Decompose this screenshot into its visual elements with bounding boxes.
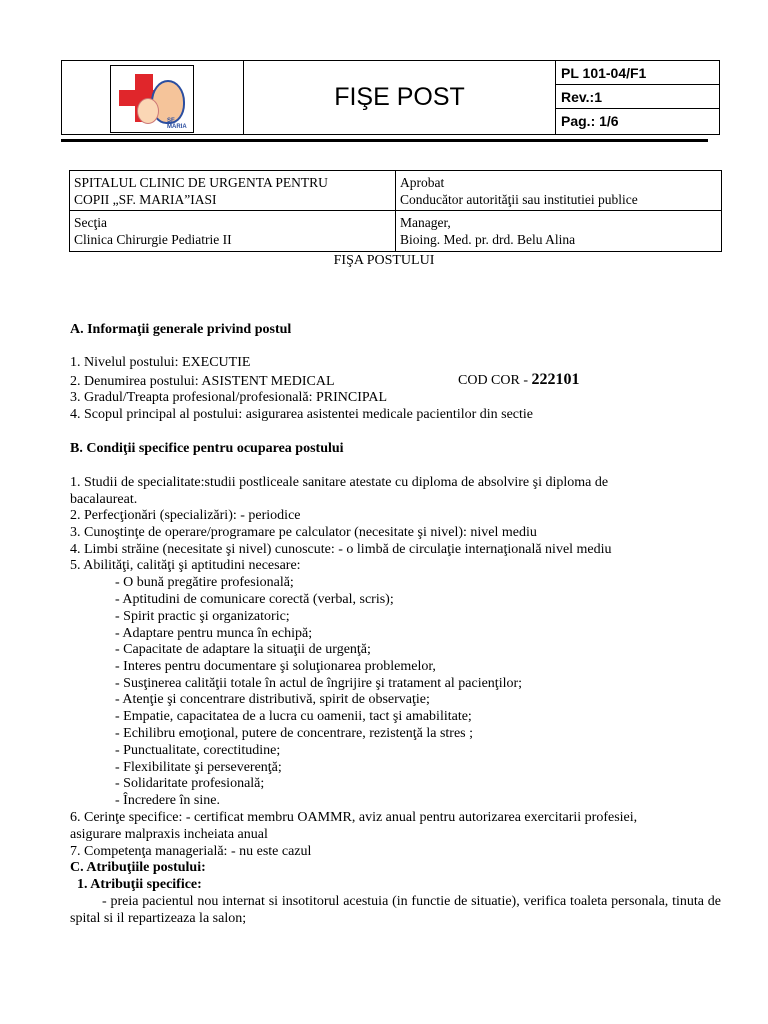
section-b-item: 3. Cunoştinţe de operare/programare pe calculator (necesitate şi nivel): nivel mediu bbox=[70, 525, 537, 540]
logo-text: SF. MARIA bbox=[167, 118, 187, 130]
header-title: FIŞE POST bbox=[244, 61, 556, 134]
hospital-name-cell bbox=[70, 171, 396, 211]
ability-item: - Adaptare pentru munca în echipă; bbox=[115, 626, 313, 641]
section-c-heading: C. Atribuţiile postului: bbox=[70, 860, 206, 875]
section-b-item: 1. Studii de specialitate:studii postliceale sanitare atestate cu diploma de absolvire şi diploma de bbox=[70, 475, 609, 490]
child-figure-icon bbox=[137, 98, 159, 124]
document-header bbox=[61, 60, 720, 135]
section-b-item: bacalaureat. bbox=[70, 492, 138, 507]
approval-label: Aprobat bbox=[400, 175, 445, 190]
hospital-logo bbox=[110, 65, 194, 133]
section-b-item: asigurare malpraxis incheiata anual bbox=[70, 827, 268, 842]
ability-item: - Spirit practic şi organizatoric; bbox=[115, 609, 290, 624]
section-label: Secţia bbox=[74, 215, 107, 230]
document-title: FIŞA POSTULUI bbox=[333, 253, 435, 268]
hospital-name-line: COPII „SF. MARIA”IASI bbox=[74, 192, 217, 207]
approval-authority: Conducător autorităţii sau institutiei publice bbox=[400, 192, 638, 207]
logo-cell bbox=[62, 61, 244, 134]
ability-item: - Atenţie şi concentrare distributivă, spirit de observaţie; bbox=[115, 692, 430, 707]
ability-item: - Flexibilitate şi perseverenţă; bbox=[115, 760, 282, 775]
ability-item: - Încredere în sine. bbox=[115, 793, 220, 808]
manager-cell bbox=[396, 211, 721, 251]
section-c-paragraph: - preia pacientul nou internat si insotitorul acestuia (in functie de situatie), verifica toaleta personala, tinuta de spital si il repartizeaza la salon; bbox=[70, 894, 721, 926]
section-a-item: 3. Gradul/Treapta profesional/profesională: PRINCIPAL bbox=[70, 390, 388, 405]
cod-cor-value: 222101 bbox=[531, 371, 580, 388]
cod-cor-label: COD COR - bbox=[458, 373, 532, 388]
section-a-item: 2. Denumirea postului: ASISTENT MEDICAL bbox=[70, 374, 335, 389]
section-a-heading: A. Informaţii generale privind postul bbox=[70, 322, 292, 337]
hospital-name-line: SPITALUL CLINIC DE URGENTA PENTRU bbox=[74, 175, 328, 190]
manager-name: Bioing. Med. pr. drd. Belu Alina bbox=[400, 232, 576, 247]
ability-item: - Susţinerea calităţii totale în actul de îngrijire şi tratament al pacienţilor; bbox=[115, 676, 523, 691]
page-number: Pag.: 1/6 bbox=[561, 113, 619, 129]
ability-item: - Empatie, capacitatea de a lucra cu oamenii, tact şi amabilitate; bbox=[115, 709, 472, 724]
section-a-item: 4. Scopul principal al postului: asigurarea asistentei medicale pacientilor din sectie bbox=[70, 407, 534, 422]
ability-item: - Solidaritate profesională; bbox=[115, 776, 265, 791]
section-b-item: 4. Limbi străine (necesitate şi nivel) cunoscute: - o limbă de circulaţie internaţională nivel mediu bbox=[70, 542, 612, 557]
ability-item: - Punctualitate, corectitudine; bbox=[115, 743, 281, 758]
document-code: PL 101-04/F1 bbox=[556, 61, 719, 85]
header-meta bbox=[556, 61, 719, 134]
ability-item: - Echilibru emoţional, putere de concentrare, rezistenţă la stres ; bbox=[115, 726, 474, 741]
section-b-item: 2. Perfecţionări (specializări): - periodice bbox=[70, 508, 301, 523]
manager-label: Manager, bbox=[400, 215, 451, 230]
ability-item: - Capacitate de adaptare la situaţii de urgenţă; bbox=[115, 642, 371, 657]
approval-cell bbox=[396, 171, 721, 211]
ability-item: - Aptitudini de comunicare corectă (verbal, scris); bbox=[115, 592, 394, 607]
header-divider bbox=[61, 139, 708, 142]
ability-item: - Interes pentru documentare şi soluţionarea problemelor, bbox=[115, 659, 436, 674]
section-name: Clinica Chirurgie Pediatrie II bbox=[74, 232, 232, 247]
cod-cor bbox=[458, 371, 580, 389]
section-c-subheading: 1. Atribuţii specifice: bbox=[77, 877, 202, 892]
section-a-item: 1. Nivelul postului: EXECUTIE bbox=[70, 355, 251, 370]
ability-item: - O bună pregătire profesională; bbox=[115, 575, 294, 590]
section-b-heading: B. Condiţii specifice pentru ocuparea postului bbox=[70, 441, 344, 456]
revision: Rev.:1 bbox=[556, 85, 719, 109]
institution-table bbox=[69, 170, 722, 252]
section-b-item: 5. Abilităţi, calităţi şi aptitudini necesare: bbox=[70, 558, 301, 573]
section-b-item: 6. Cerinţe specifice: - certificat membru OAMMR, aviz anual pentru autorizarea exercitarii profesiei, bbox=[70, 810, 638, 825]
section-cell bbox=[70, 211, 396, 251]
section-b-item: 7. Competenţa managerială: - nu este cazul bbox=[70, 844, 312, 859]
